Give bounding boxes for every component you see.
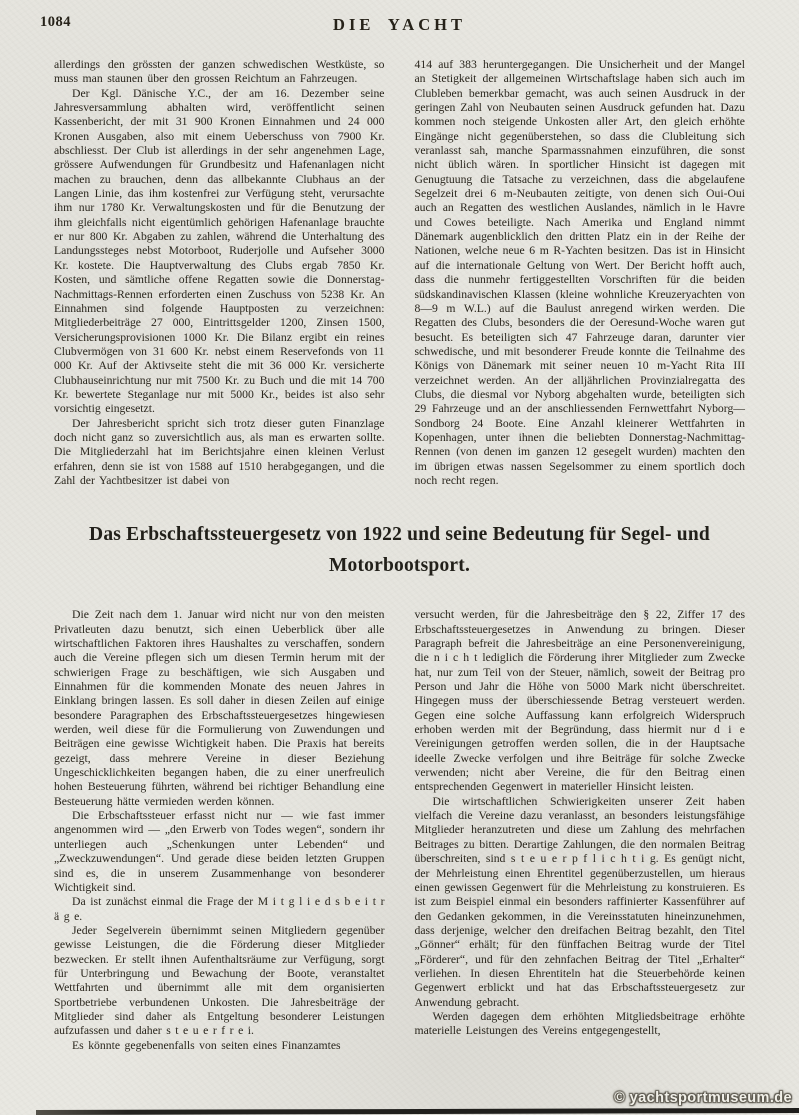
article-erbschaftssteuergesetz	[0, 519, 799, 1053]
masthead-title: DIE YACHT	[333, 15, 466, 34]
paragraph: Da ist zunächst einmal die Frage der M i t g l i e d s b e i t r ä g e.	[54, 895, 385, 923]
paragraph: Die Erbschaftssteuer erfasst nicht nur — wie fast immer angenommen wird — „den Erwerb von Todes wegen“, sondern ihr unterliegen auch „Schenkungen unter Lebenden“ und „Zweckzuwendungen“. Und gerade diese beiden letzten Gruppen sind es, die in unserem Zusammenhange von besonderer Wichtigkeit sind.	[54, 809, 385, 894]
article2-right-column	[415, 608, 746, 1053]
article2-columns	[0, 608, 799, 1053]
article1-left-column	[54, 58, 385, 488]
paragraph: Werden dagegen dem erhöhten Mitgliedsbeitrage erhöhte materielle Leistungen des Vereins entgegengestellt,	[414, 1009, 745, 1038]
paragraph: Die Zeit nach dem 1. Januar wird nicht nur von den meisten Privatleuten dazu benutzt, sich einen Ueberblick über alle wirtschaftlichen Faktoren ihres Haushaltes zu verschaffen, sondern auch die Vereine pflegen sich um diesen Termin herum mit der schwierigen Frage zu beschäftigen, wie sich Ausgaben und Einnahmen für die kommenden Monate des neuen Jahres in Einklang bringen lassen. Es soll daher in diesen Zeilen auf einige besondere Paragraphen des Erbschaftssteuergesetzes hingewiesen werden, weil diese für die Formulierung von Zuwendungen und Beiträgen eine gewisse Wichtigkeit haben. Die Praxis hat bereits gezeigt, dass mehrere Vereine in dieser Beziehung Ungeschicklichkeiten begangen haben, die zu einer unerfreulich hohen Besteuerung führten, während bei richtiger Behandlung eine Besteuerung hätte vermieden werden können.	[54, 608, 385, 808]
watermark: © yachtsportmuseum.de	[614, 1090, 792, 1106]
paragraph: versucht werden, für die Jahresbeiträge den § 22, Ziffer 17 des Erbschaftssteuergesetzes in Anwendung zu bringen. Dieser Paragraph befreit die Jahresbeiträge an eine Personenvereinigung, die n i c h t lediglich die Förderung ihrer Mitglieder zum Zwecke hat, nur zum Teil von der Steuer, nämlich, soweit der Beitrag pro Person und Jahr die Höhe von 5000 Mark nicht überschreitet. Hingegen muss der überschiessende Betrag versteuert werden. Gegen eine solche Auffassung kann erfolgreich Widerspruch erhoben werden mit der Begründung, dass hiermit nur d i e Vereinigungen getroffen werden sollen, die in der Hauptsache ideelle Zwecke verfolgen und ihre Beiträge für solche Zwecke verwenden; nicht aber Vereine, die für den Beitrag einen entsprechenden Gegenwert in materieller Hinsicht leisten.	[414, 608, 745, 794]
paragraph: Jeder Segelverein übernimmt seinen Mitgliedern gegenüber gewisse Leistungen, die die Förderung dieser Mitglieder bezwecken. Er stellt ihnen Aufenthaltsräume zur Verfügung, sorgt für Unterbringung und Bewachung der Boote, veranstaltet Wettfahrten und übernimmt alle mit dem organisierten Sportbetriebe verbundenen Unkosten. Die Jahresbeiträge der Mitglieder sind daher als Entgeltung besonderer Leistungen aufzufassen und daher s t e u e r f r e i.	[54, 923, 385, 1038]
article-club-annual-report	[0, 58, 799, 488]
article1-columns	[0, 58, 799, 488]
article1-right-column	[415, 58, 746, 488]
paragraph: Der Kgl. Dänische Y.C., der am 16. Dezember seine Jahresversammlung abhalten wird, veröffentlicht seinen Kassenbericht, der mit 31 900 Kronen Einnahmen und 24 000 Kronen Ausgaben, also mit einem Ueberschuss von 7900 Kr. abschliesst. Der Club ist allerdings in der sehr angenehmen Lage, grössere Aufwendungen für Grundbesitz und Hafenanlagen nicht machen zu brauchen, denn das allbekannte Clubhaus an der Langen Linie, das ihm kostenfrei zur Verfügung steht, verursachte ihm nur 1780 Kr. Verwaltungskosten und für die Benutzung der ihm gleichfalls nicht eigentümlich gehörigen Hafenanlage brauchte er nur 800 Kr. Abgaben zu zahlen, während die Unterhaltung des Landungssteges nebst Motorboot, Ruderjolle und Aufseher 3000 Kr. kostete. Die Hauptverwaltung des Clubs ergab 7850 Kr. Kosten, und sämtliche offene Regatten sowie die Donnerstag-Nachmittags-Rennen erforderten einen Zuschuss von 5238 Kr. An Einnahmen sind folgende Hauptposten zu verzeichnen: Mitgliederbeiträge 27 000, Eintrittsgelder 1200, Zinsen 1500, Versicherungsprovisionen 1000 Kr. Die Bilanz ergibt ein reines Clubvermögen von 31 600 Kr. nebst einem Reservefonds von 11 000 Kr. Auf der Aktivseite steht die mit 36 000 Kr. versicherte Clubhauseinrichtung nur mit 7500 Kr. zu Buch und die mit 14 700 Kr. bewertete Steganlage nur mit 5000 Kr., beides ist also sehr vorsichtig eingesetzt.	[54, 86, 385, 416]
paragraph: Der Jahresbericht spricht sich trotz dieser guten Finanzlage doch nicht ganz so zuversichtlich aus, als man es erwarten sollte. Die Mitgliederzahl hat im Berichtsjahre einen kleinen Verlust erfahren, denn sie ist von 1588 auf 1510 herabgegangen, und die Zahl der Yachtbesitzer ist dabei von	[54, 416, 385, 487]
scan-edge-bar	[36, 1108, 799, 1115]
page-header	[0, 0, 799, 49]
page-number: 1084	[40, 14, 71, 30]
article-title: Das Erbschaftssteuergesetz von 1922 und seine Bedeutung für Segel- und Motorbootsport.	[89, 524, 710, 577]
paragraph: 414 auf 383 heruntergegangen. Die Unsicherheit und der Mangel an Stetigkeit der allgemeinen Wirtschaftslage haben sich auch im Clubleben bemerkbar gemacht, was auch seinen Ausdruck in der geringen Zahl von Neubauten seinen Ausdruck gefunden hat. Dazu kommen noch steigende Unkosten aller Art, den gleich erhöhte Eingänge nicht gegenüberstehen, so dass die Clubleitung sich veranlasst sah, manche Sparmassnahmen einzuführen, die sonst nicht üblich wären. In sportlicher Hinsicht ist dagegen mit Genugtuung die Tatsache zu verzeichnen, dass die abgelaufene Segelzeit drei 6 m-Neubauten zeitigte, von denen sich Oui-Oui auch an Regatten des westlichen Auslandes, nämlich in le Havre und Cowes beteiligte. Nach Amerika und England nimmt Dänemark augenblicklich den dritten Platz ein in der Reihe der Nationen, welche neue 6 m R-Yachten besitzen. Das ist in Hinsicht auf die internationale Geltung von Wert. Der Bericht hofft auch, dass die nunmehr fertiggestellten Vorschriften für die beiden südskandinavischen Klassen (kleine wohnliche Kreuzeryachten von 8—9 m W.L.) auf die Baulust anregend wirken werden. Die Regatten des Clubs, besonders die der Oeresund-Woche waren gut besucht. Es beteiligten sich 47 Fahrzeuge daran, darunter vier schwedische, und mit besonderer Freude konnte die Teilnahme des Königs von Dänemark mit seiner neuen 10 m-Yacht Rita III verzeichnet werden. An der alljährlichen Provinzialregatta des Clubs, die diesmal vor Nyborg abgehalten wurde, beteiligten sich 29 Fahrzeuge und an der anschliessenden Fernwettfahrt Nyborg—Sondborg 24 Boote. Eine Anzahl kleinerer Wettfahrten in Kopenhagen, unter ihnen die beliebten Donnerstag-Nachmittag-Rennen (von denen im ganzen 12 gesegelt wurden) machten den im übrigen etwas nassen Segelsommer zu einem sportlich doch noch recht regen.	[414, 58, 745, 487]
paragraph: allerdings den grössten der ganzen schwedischen Westküste, so muss man staunen über den grossen Reichtum an Fahrzeugen.	[54, 58, 385, 86]
paragraph: Es könnte gegebenenfalls von seiten eines Finanzamtes	[72, 1038, 341, 1052]
article2-left-column	[54, 608, 385, 1053]
paragraph: Die wirtschaftlichen Schwierigkeiten unserer Zeit haben vielfach die Vereine dazu veranlasst, an besonders leistungsfähige Mitglieder heranzutreten und diese um Zahlung des mehrfachen Beitrages zu bitten. Derartige Zahlungen, die den normalen Beitrag überschreiten, sind s t e u e r p f l i c h t i g. Es genügt nicht, der Mehrleistung einen Ehrentitel gegenüberzustellen, um hieraus einen gewissen Gegenwert für die Mehrleistung zu konstruieren. Es ist zum Beispiel einmal ein besonders raffinierter Kassenführer auf den Gedanken gekommen, in die Vereinsstatuten hineinzunehmen, dass derjenige, welcher den dreifachen Beitrag bezahlt, den Titel „Gönner“ erhält; für den fünffachen Beitrag wurde der Titel „Förderer“, und für den zehnfachen Beitrag der Titel „Erhalter“ verliehen. In diesen Ehrentiteln hat die Steuerbehörde keinen Gegenwert erblickt und hat das Erbschaftssteuergesetz zur Anwendung gebracht.	[414, 794, 745, 1009]
